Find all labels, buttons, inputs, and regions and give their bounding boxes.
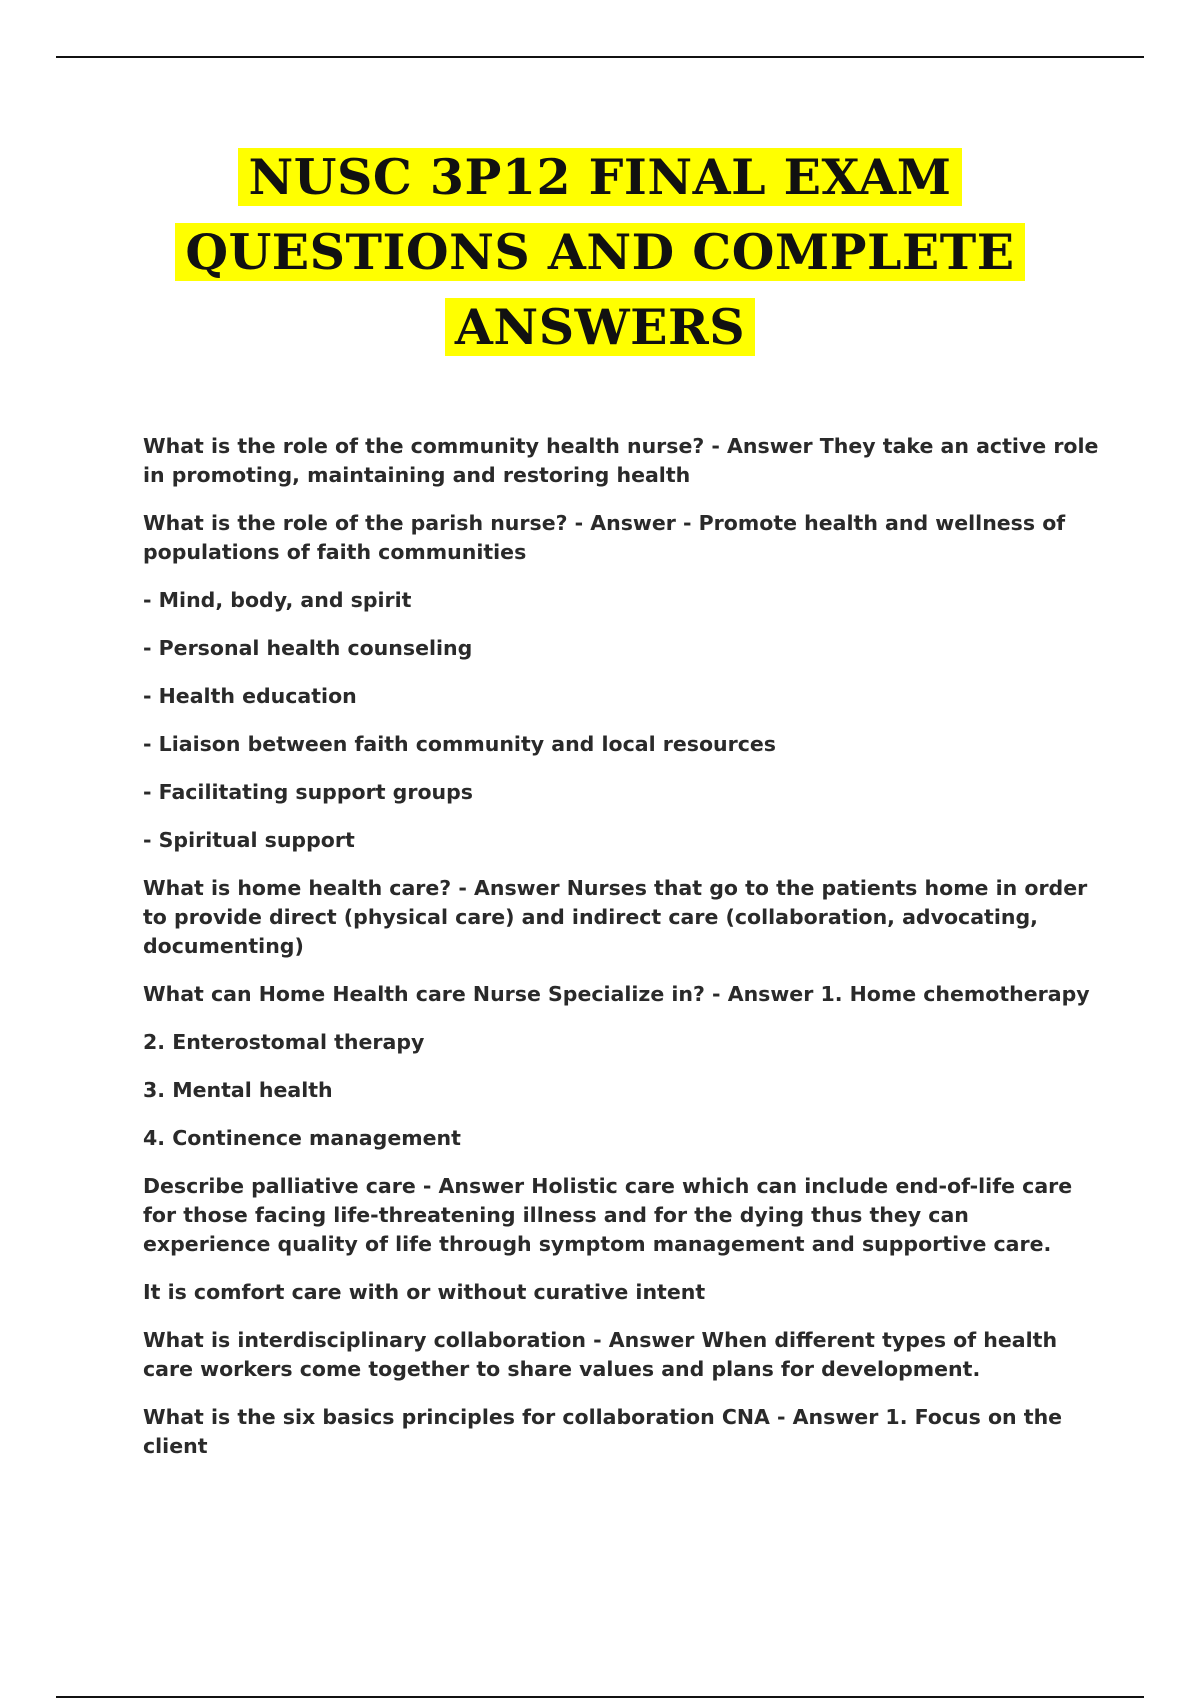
qa-paragraph: What is the role of the parish nurse? - Answer - Promote health and wellness of populations of faith communities [143, 511, 1066, 564]
document-body [143, 432, 1103, 1480]
text-paragraph: It is comfort care with or without curative intent [143, 1280, 706, 1304]
list-item: - Spiritual support [143, 828, 355, 852]
title-line-1 [0, 140, 1200, 215]
title-line-3-text: ANSWERS [445, 298, 755, 356]
list-item: - Mind, body, and spirit [143, 588, 412, 612]
qa-paragraph: Describe palliative care - Answer Holistic care which can include end-of-life care for those facing life-threatening illness and for the dying thus they can experience quality of life through symptom management and supportive care. [143, 1174, 1073, 1256]
list-item: - Personal health counseling [143, 636, 473, 660]
document-title [0, 140, 1200, 365]
bottom-divider [56, 1696, 1144, 1698]
list-item: - Liaison between faith community and local resources [143, 732, 777, 756]
qa-paragraph: What is interdisciplinary collaboration - Answer When different types of health care workers come together to share values and plans for development. [143, 1328, 1058, 1381]
qa-paragraph: What can Home Health care Nurse Specialize in? - Answer 1. Home chemotherapy [143, 982, 1090, 1006]
title-line-2 [0, 215, 1200, 290]
list-item: 2. Enterostomal therapy [143, 1030, 425, 1054]
top-divider [56, 56, 1144, 58]
title-line-2-text: QUESTIONS AND COMPLETE [175, 223, 1024, 281]
qa-paragraph: What is home health care? - Answer Nurses that go to the patients home in order to provide direct (physical care) and indirect care (collaboration, advocating, documenting) [143, 876, 1088, 958]
list-item: - Facilitating support groups [143, 780, 473, 804]
list-item: 3. Mental health [143, 1078, 333, 1102]
list-item: 4. Continence management [143, 1126, 461, 1150]
list-item: - Health education [143, 684, 357, 708]
qa-paragraph: What is the six basics principles for collaboration CNA - Answer 1. Focus on the client [143, 1405, 1063, 1458]
title-line-3 [0, 290, 1200, 365]
title-line-1-text: NUSC 3P12 FINAL EXAM [238, 148, 961, 206]
qa-paragraph: What is the role of the community health nurse? - Answer They take an active role in promoting, maintaining and restoring health [143, 434, 1099, 487]
